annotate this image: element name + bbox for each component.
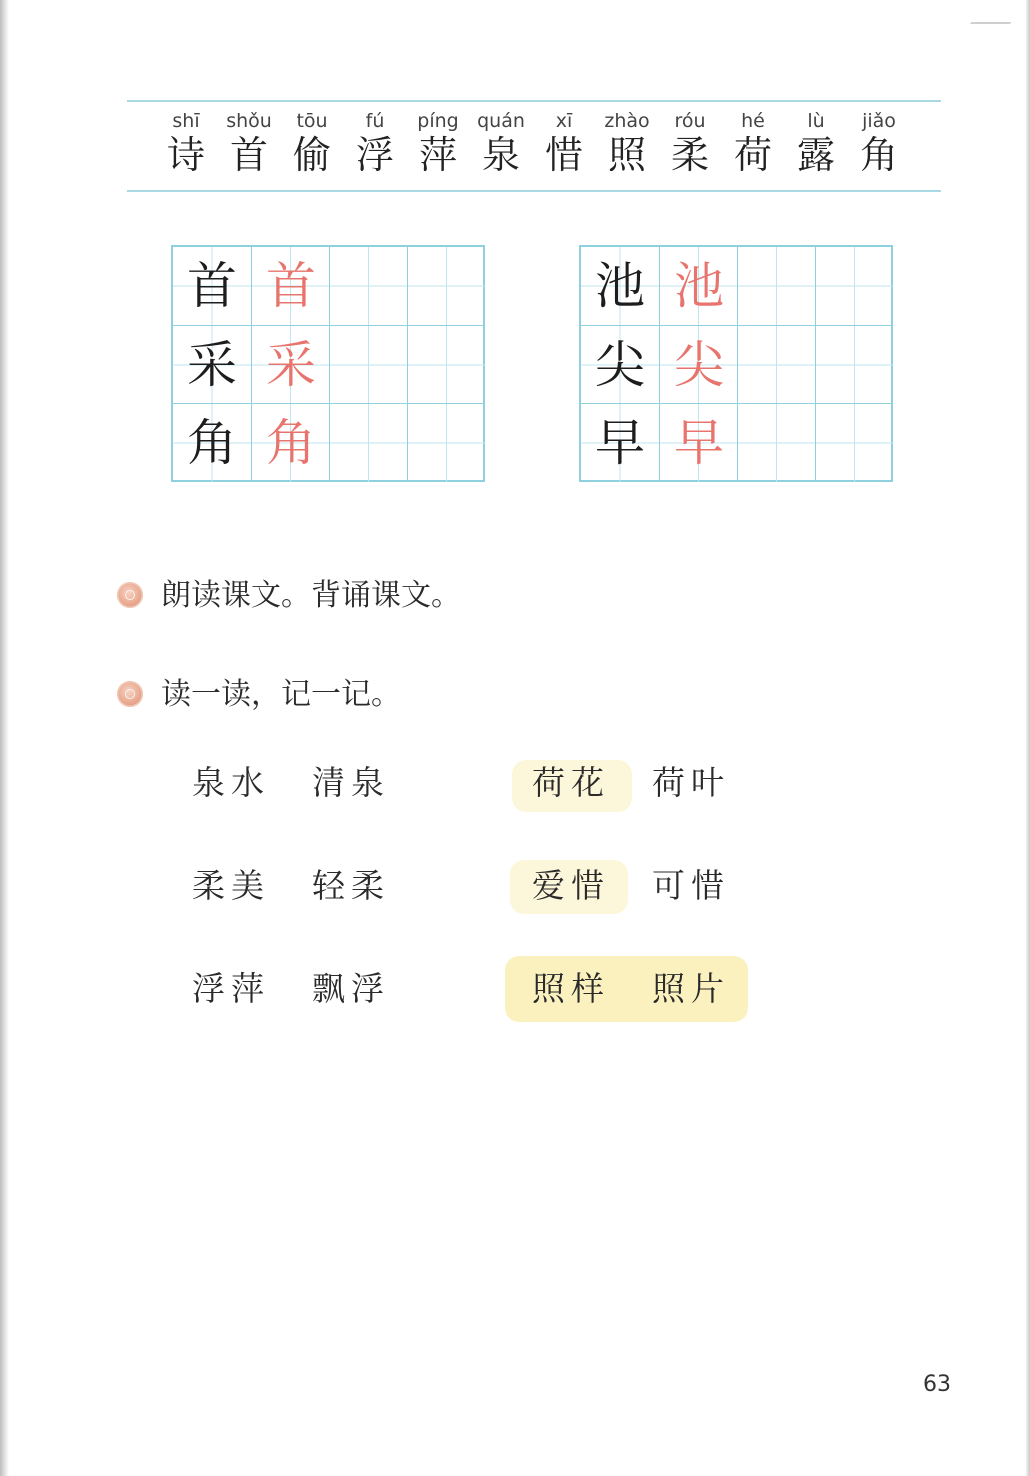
vocab-hanzi: 诗	[166, 133, 205, 177]
word-item: 柔美	[192, 866, 270, 905]
vocab-hanzi: 照	[607, 133, 646, 177]
vocab-item	[151, 102, 221, 190]
grid-cell	[173, 404, 251, 482]
trace-character: 首	[266, 257, 316, 315]
vocab-item	[655, 102, 725, 190]
instruction-read-remember	[117, 675, 477, 715]
vocab-item	[844, 102, 914, 190]
writing-grid-right	[579, 245, 893, 482]
vocab-item	[529, 102, 599, 190]
practice-cell	[407, 326, 485, 404]
practice-cell	[329, 247, 407, 325]
instruction-text: 读一读，记一记。	[161, 677, 401, 712]
practice-cell	[407, 247, 485, 325]
vocab-pinyin: róu	[674, 110, 706, 132]
word-item: 可惜	[652, 866, 730, 905]
vocab-hanzi: 柔	[670, 133, 709, 177]
grid-row	[173, 247, 483, 325]
grid-cell	[659, 404, 737, 482]
vocab-pinyin: jiǎo	[862, 110, 896, 132]
reading-badge-icon	[117, 582, 143, 608]
grid-cell	[581, 404, 659, 482]
vocab-hanzi: 泉	[481, 133, 520, 177]
word-item: 照片	[652, 969, 730, 1008]
vocab-pinyin: lù	[807, 110, 825, 132]
grid-cell	[581, 326, 659, 404]
vocab-hanzi: 荷	[733, 133, 772, 177]
vocab-pinyin: tōu	[296, 110, 328, 132]
grid-row	[173, 403, 483, 482]
grid-row	[173, 325, 483, 404]
vocabulary-strip	[127, 100, 941, 192]
vocab-item	[718, 102, 788, 190]
trace-character: 池	[674, 257, 724, 315]
vocab-item	[781, 102, 851, 190]
word-item: 照样	[532, 969, 610, 1008]
grid-cell	[659, 247, 737, 325]
page-edge-left	[0, 0, 9, 1476]
page-corner-curl	[970, 0, 1030, 24]
word-item: 爱惜	[532, 866, 610, 905]
grid-row	[581, 403, 891, 482]
vocab-item	[403, 102, 473, 190]
vocab-hanzi: 角	[859, 133, 898, 177]
grid-cell	[251, 326, 329, 404]
vocab-item	[277, 102, 347, 190]
practice-cell	[737, 404, 815, 482]
vocab-hanzi: 惜	[544, 133, 583, 177]
word-item: 轻柔	[312, 866, 390, 905]
grid-cell	[581, 247, 659, 325]
vocab-pinyin: xī	[555, 110, 573, 132]
model-character: 池	[595, 257, 645, 315]
vocab-hanzi: 萍	[418, 133, 457, 177]
grid-row	[581, 325, 891, 404]
vocab-hanzi: 首	[229, 133, 268, 177]
vocab-item	[466, 102, 536, 190]
vocab-pinyin: fú	[365, 110, 385, 132]
word-item: 浮萍	[192, 969, 270, 1008]
instruction-text: 朗读课文。背诵课文。	[161, 578, 461, 613]
model-character: 首	[187, 257, 237, 315]
practice-cell	[407, 404, 485, 482]
vocab-pinyin: shī	[172, 110, 200, 132]
word-item: 飘浮	[312, 969, 390, 1008]
vocab-item	[592, 102, 662, 190]
vocab-item	[340, 102, 410, 190]
vocab-hanzi: 偷	[292, 133, 331, 177]
practice-cell	[815, 404, 893, 482]
vocab-item	[214, 102, 284, 190]
practice-cell	[737, 247, 815, 325]
grid-row	[581, 247, 891, 325]
practice-cell	[329, 404, 407, 482]
word-item: 清泉	[312, 763, 390, 802]
grid-cell	[173, 326, 251, 404]
page-number: 63	[923, 1372, 951, 1397]
word-item: 荷叶	[652, 763, 730, 802]
trace-character: 角	[266, 414, 316, 472]
vocab-pinyin: zhào	[604, 110, 650, 132]
vocab-hanzi: 浮	[355, 133, 394, 177]
practice-cell	[737, 326, 815, 404]
model-character: 早	[595, 414, 645, 472]
grid-cell	[251, 247, 329, 325]
model-character: 角	[187, 414, 237, 472]
trace-character: 早	[674, 414, 724, 472]
writing-grid-left	[171, 245, 485, 482]
vocab-pinyin: quán	[477, 110, 525, 132]
vocab-pinyin: shǒu	[226, 110, 272, 132]
model-character: 尖	[595, 336, 645, 394]
reading-badge-icon	[117, 681, 143, 707]
vocab-pinyin: píng	[417, 110, 459, 132]
trace-character: 尖	[674, 336, 724, 394]
vocab-hanzi: 露	[796, 133, 835, 177]
word-item: 荷花	[532, 763, 610, 802]
grid-cell	[251, 404, 329, 482]
page-edge-right	[1025, 0, 1030, 1476]
practice-cell	[815, 326, 893, 404]
vocab-pinyin: hé	[741, 110, 765, 132]
trace-character: 采	[266, 336, 316, 394]
grid-cell	[173, 247, 251, 325]
word-item: 泉水	[192, 763, 270, 802]
practice-cell	[329, 326, 407, 404]
instruction-recite	[117, 576, 537, 616]
grid-cell	[659, 326, 737, 404]
model-character: 采	[187, 336, 237, 394]
practice-cell	[815, 247, 893, 325]
